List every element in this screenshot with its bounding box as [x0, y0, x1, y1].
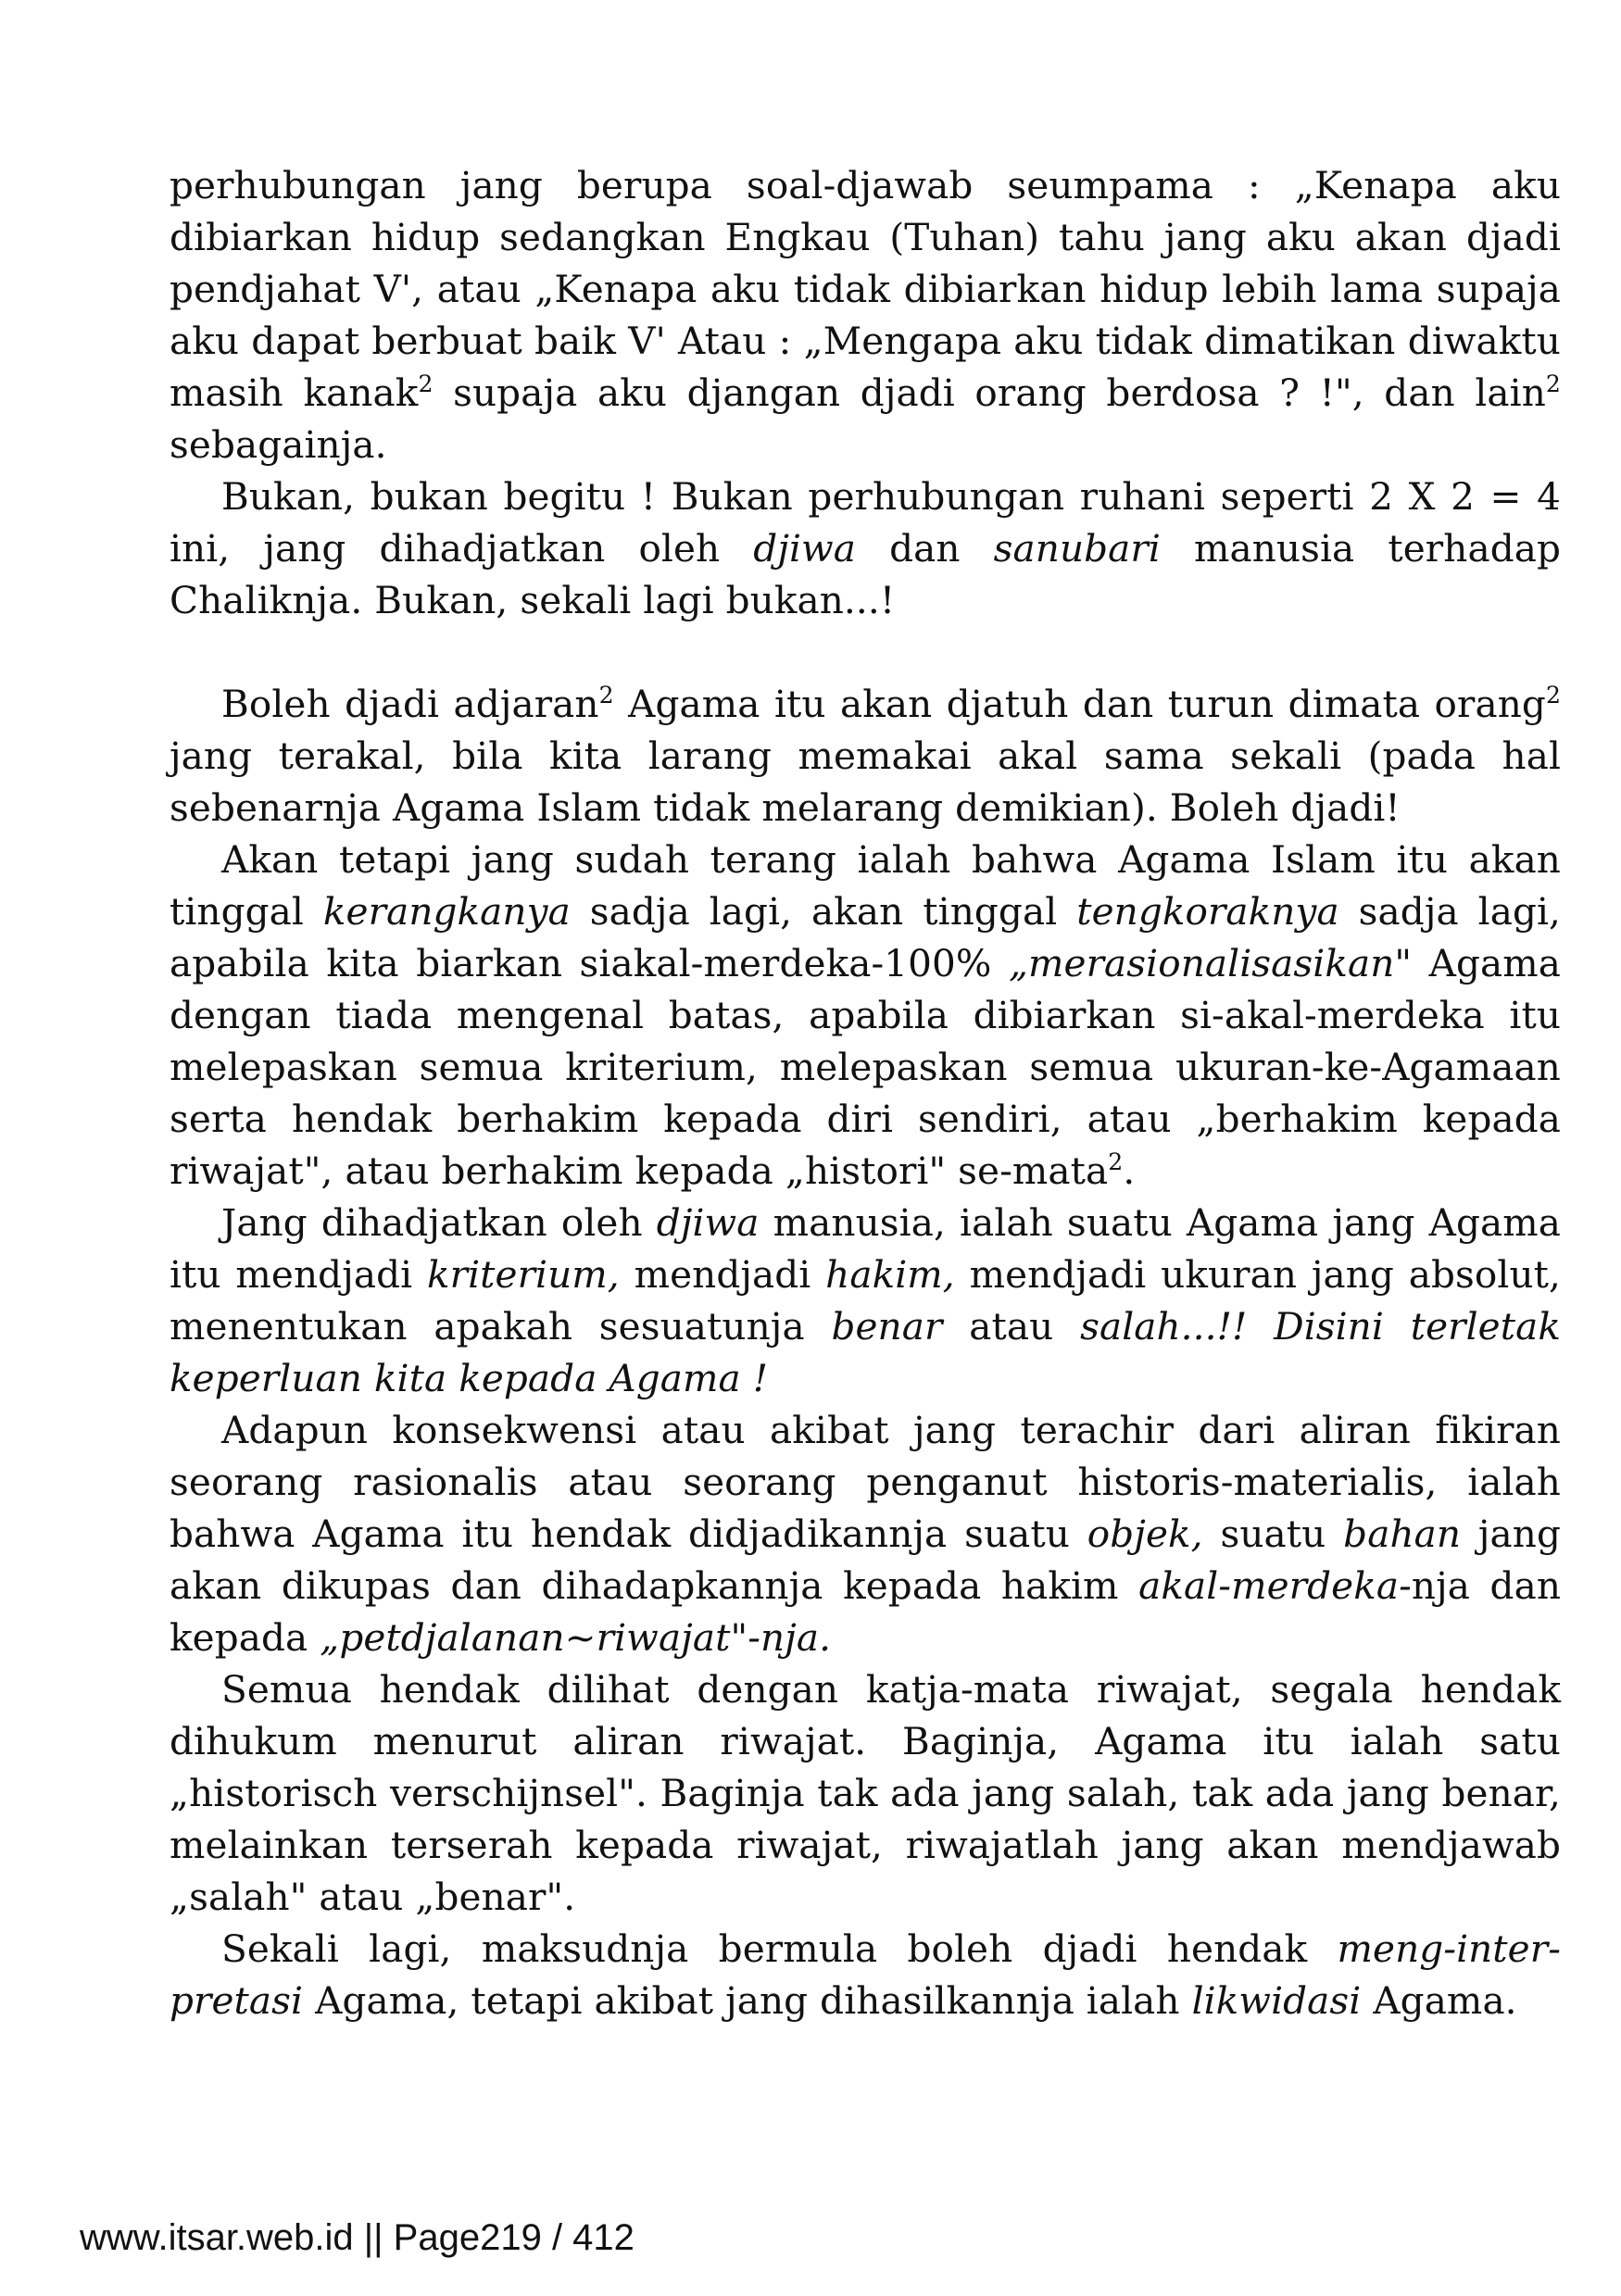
text-run: Semua hendak dilihat dengan katja-mata riwajat, segala hendak dihukum menurut aliran riwajat. Baginja, Agama itu ialah satu „historisch verschijnsel". Baginja tak ada jang salah, tak ada jang benar, melainkan terserah kepada riwajat, riwajatlah jang akan mendjawab „salah" atau „benar". [170, 1667, 1561, 1919]
text-run: jang akan dikupas dan dihadapkannja kepada hakim [170, 1512, 1561, 1608]
superscript-number: 2 [418, 370, 434, 397]
text-run: Boleh djadi adjaran [221, 682, 599, 726]
italic-text: benar [831, 1304, 943, 1349]
italic-text: sanubari [993, 526, 1161, 571]
text-run: Adapun konsekwensi atau akibat jang terachir dari aliran fikiran seorang rasionalis atau seorang penganut historis-materialis, ialah bahwa Agama itu hendak didjadikannja suatu [170, 1408, 1561, 1556]
superscript-number: 2 [1545, 681, 1562, 709]
paragraph [170, 1197, 1561, 1404]
italic-text: kerangkanya [322, 889, 571, 934]
page-footer: www.itsar.web.id || Page219 / 412 [80, 2217, 635, 2258]
italic-text: objek, [1087, 1512, 1203, 1556]
paragraph [170, 470, 1561, 626]
paragraph [170, 1923, 1561, 2026]
text-run: Agama. [1361, 1978, 1517, 2023]
paragraph [170, 1404, 1561, 1663]
italic-text: salah...!! Disini terletak keperluan kita kepada Agama ! [170, 1304, 1561, 1400]
text-run: perhubungan jang berupa soal-djawab seumpama : „Kenapa aku dibiarkan hidup sedangkan Engkau (Tuhan) tahu jang aku akan djadi pendjahat V', atau „Kenapa aku tidak dibiarkan hidup lebih lama supaja aku dapat berbuat baik V' Atau : „Mengapa aku tidak dimatikan diwaktu masih kanak [170, 163, 1561, 415]
italic-text: kriterium, [427, 1252, 620, 1297]
text-run: Agama, tetapi akibat jang dihasilkannja ialah [303, 1978, 1192, 2023]
superscript-number: 2 [598, 681, 614, 709]
italic-text: likwidasi [1191, 1978, 1362, 2023]
text-run: sebagainja. [170, 422, 387, 467]
text-run: supaja aku djangan djadi orang berdosa ? !", dan lain [433, 370, 1546, 415]
text-run: Agama dengan tiada mengenal batas, apabila dibiarkan si-akal-merdeka itu melepaskan semua kriterium, melepaskan semua ukuran-ke-Agamaan serta hendak berhakim kepada diri sendiri, atau „berhakim kepada riwajat", atau berhakim kepada „histori" se-mata [170, 941, 1561, 1193]
text-run: Akan tetapi jang sudah terang ialah bahwa Agama Islam itu akan tinggal [170, 837, 1561, 934]
paragraph [170, 678, 1561, 834]
text-run: nja dan kepada [170, 1563, 1562, 1660]
text-run: sadja lagi, apabila kita biarkan siakal-merdeka-100% [170, 889, 1562, 985]
text-run: atau [942, 1304, 1081, 1349]
text-run: mendjadi ukuran jang absolut, menentukan apakah sesuatunja [170, 1252, 1561, 1349]
text-run: manusia, ialah suatu Agama jang Agama itu mendjadi [170, 1200, 1561, 1297]
text-run: Jang dihadjatkan oleh [221, 1200, 657, 1245]
superscript-number: 2 [1545, 370, 1561, 397]
italic-text: „petdjalanan~riwajat"-nja. [320, 1615, 832, 1660]
italic-text: tengkoraknya [1076, 889, 1339, 934]
text-run: mendjadi [619, 1252, 826, 1297]
text-run: . [1123, 1148, 1136, 1193]
text-run: sadja lagi, akan tinggal [570, 889, 1077, 934]
text-run: Agama itu akan djatuh dan turun dimata orang [613, 682, 1546, 726]
document-body [170, 159, 1561, 2026]
paragraph [170, 159, 1561, 470]
text-run: jang terakal, bila kita larang memakai akal sama sekali (pada hal sebenarnja Agama Islam tidak melarang demikian). Boleh djadi! [170, 734, 1561, 830]
text-run: Bukan, bukan begitu ! Bukan perhubungan ruhani seperti 2 X 2 = 4 ini, jang dihadjatkan oleh [170, 474, 1561, 571]
text-run: dan [856, 526, 994, 571]
italic-text: akal-merdeka- [1138, 1563, 1412, 1608]
italic-text: hakim, [825, 1252, 955, 1297]
text-run: suatu [1202, 1512, 1344, 1556]
paragraph [170, 1663, 1561, 1923]
superscript-number: 2 [1108, 1148, 1124, 1175]
italic-text: djiwa [753, 526, 857, 571]
italic-text: „merasionalisasikan" [1008, 941, 1413, 985]
text-run: manusia terhadap Chaliknja. Bukan, sekali lagi bukan...! [170, 526, 1561, 622]
paragraph [170, 834, 1561, 1197]
italic-text: bahan [1343, 1512, 1462, 1556]
italic-text: djiwa [656, 1200, 760, 1245]
text-run: Sekali lagi, maksudnja bermula boleh djadi hendak [221, 1926, 1338, 1971]
italic-text: meng-inter-pretasi [170, 1926, 1561, 2023]
